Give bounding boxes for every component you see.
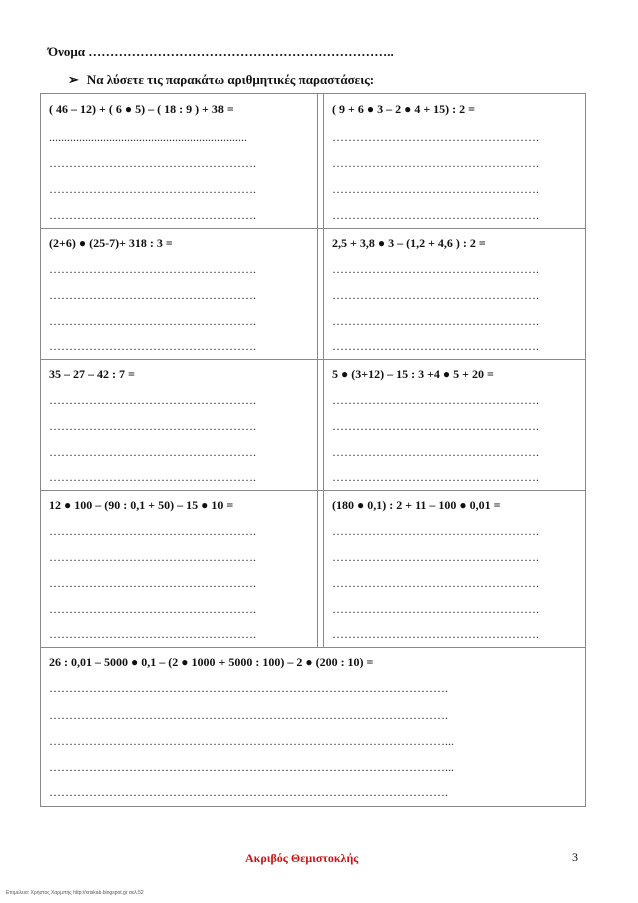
answer-line: ……………………………………………. (332, 393, 539, 407)
answer-line: ……………………………………………. (332, 262, 539, 276)
answer-line: ………………………………………………………………………………………. (49, 681, 448, 695)
table-row (41, 228, 585, 360)
exercise-cell (41, 359, 318, 490)
answer-line: ……………………………………………. (49, 262, 256, 276)
answer-line: ……………………………………………. (332, 419, 539, 433)
exercise-cell (324, 359, 585, 490)
answer-line: ……………………………………………. (332, 470, 539, 484)
answer-line: ……………………………………………. (332, 130, 539, 144)
answer-line: ……………………………………………. (49, 314, 256, 328)
credit-line: Επιμέλεια: Χρήστος Χαρμπής http://xriskab.blogspot.gr σελ.52 (6, 890, 144, 896)
arrow-bullet-icon: ➢ (68, 72, 79, 87)
answer-line: ……………………………………………. (49, 470, 256, 484)
exercise-table (40, 93, 586, 807)
answer-line: ……………………………………………. (332, 576, 539, 590)
table-row (41, 94, 585, 229)
answer-line: ………………………………………………………………………………………... (49, 760, 454, 774)
name-field-label: Όνομα …………………………………………………………….. (48, 44, 394, 59)
exercise-expression: 26 : 0,01 – 5000 ● 0,1 – (2 ● 1000 + 5000 : 100) – 2 ● (200 : 10) = (49, 655, 374, 669)
answer-line: ……………………………………………. (332, 524, 539, 538)
exercise-expression: 2,5 + 3,8 ● 3 – (1,2 + 4,6 ) : 2 = (332, 236, 486, 250)
answer-line: ……………………………………………. (49, 550, 256, 564)
answer-line: ……………………………………………. (332, 627, 539, 641)
answer-line: ………………………………………………………………………………………. (49, 708, 448, 722)
answer-line: ……………………………………………. (332, 445, 539, 459)
answer-line: ……………………………………………. (332, 314, 539, 328)
instruction-text: Να λύσετε τις παρακάτω αριθμητικές παραστάσεις: (86, 72, 375, 87)
answer-line: ………………………………………………………………………………………. (49, 785, 448, 799)
page-number: 3 (572, 850, 578, 864)
exercise-expression: ( 46 – 12) + ( 6 ● 5) – ( 18 : 9 ) + 38 = (49, 102, 234, 116)
answer-line: ……………………………………………. (49, 288, 256, 302)
instruction (68, 72, 374, 88)
answer-line: .................................................................. (49, 130, 247, 144)
answer-line: ……………………………………………. (332, 602, 539, 616)
exercise-expression: (180 ● 0,1) : 2 + 11 – 100 ● 0,01 = (332, 498, 501, 512)
exercise-cell (324, 228, 585, 359)
exercise-expression: 12 ● 100 – (90 : 0,1 + 50) – 15 ● 10 = (49, 498, 234, 512)
author-name: Ακριβός Θεμιστοκλής (245, 851, 359, 865)
table-row (41, 359, 585, 491)
exercise-expression: 5 ● (3+12) – 15 : 3 +4 ● 5 + 20 = (332, 367, 494, 381)
exercise-expression: ( 9 + 6 ● 3 – 2 ● 4 + 15) : 2 = (332, 102, 475, 116)
answer-line: ……………………………………………. (49, 445, 256, 459)
exercise-expression: 35 – 27 – 42 : 7 = (49, 367, 135, 381)
answer-line: ……………………………………………. (49, 419, 256, 433)
answer-line: ……………………………………………. (49, 602, 256, 616)
answer-line: ……………………………………………. (49, 182, 256, 196)
exercise-cell (41, 94, 318, 228)
answer-line: ……………………………………………. (49, 627, 256, 641)
exercise-cell (41, 647, 585, 807)
answer-line: ……………………………………………. (332, 156, 539, 170)
answer-line: ……………………………………………. (49, 393, 256, 407)
answer-line: ………………………………………………………………………………………... (49, 734, 454, 748)
exercise-cell (41, 228, 318, 359)
answer-line: ……………………………………………. (332, 208, 539, 222)
answer-line: ……………………………………………. (49, 208, 256, 222)
answer-line: ……………………………………………. (332, 288, 539, 302)
answer-line: ……………………………………………. (332, 550, 539, 564)
exercise-cell (41, 490, 318, 647)
answer-line: ……………………………………………. (332, 339, 539, 353)
answer-line: ……………………………………………. (49, 156, 256, 170)
answer-line: ……………………………………………. (49, 339, 256, 353)
answer-line: ……………………………………………. (49, 576, 256, 590)
table-row (41, 647, 585, 807)
answer-line: ……………………………………………. (49, 524, 256, 538)
exercise-expression: (2+6) ● (25-7)+ 318 : 3 = (49, 236, 173, 250)
table-row (41, 490, 585, 648)
exercise-cell (324, 490, 585, 647)
exercise-cell (324, 94, 585, 228)
answer-line: ……………………………………………. (332, 182, 539, 196)
